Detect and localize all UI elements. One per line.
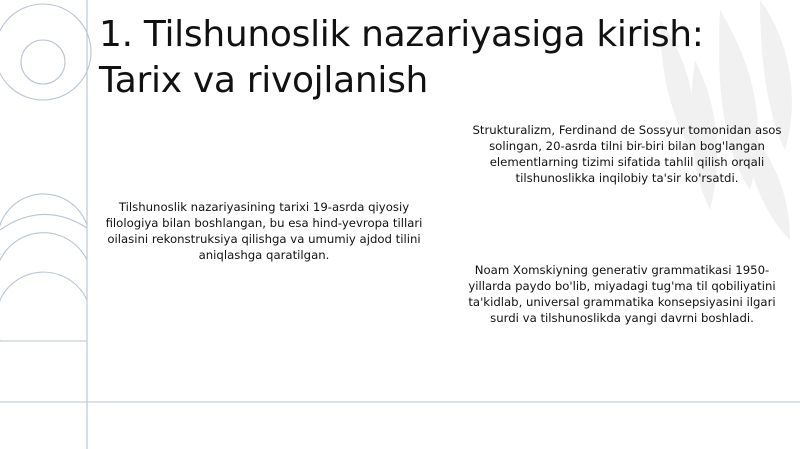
paragraph-structuralism: Strukturalizm, Ferdinand de Sossyur tomonidan asos solingan, 20-asrda tilni bir-biri bilan bog'langan elementlarning tizimi sifatida tahlil qilish orqali tilshunoslikka inqilobiy ta'sir ko'rsatdi. bbox=[472, 123, 782, 185]
paragraph-generative-grammar: Noam Xomskiyning generativ grammatikasi 1950-yillarda paydo bo'lib, miyadagi tug'ma til qobiliyatini ta'kidlab, universal grammatika konsepsiyasini ilgari surdi va tilshunoslikda yangi davrni boshladi. bbox=[468, 263, 776, 325]
paragraph-history: Tilshunoslik nazariyasining tarixi 19-asrda qiyosiy filologiya bilan boshlangan, bu esa hind-yevropa tillari oilasini rekonstruksiya qilishga va umumiy ajdod tilini aniqlashga qaratilgan. bbox=[105, 200, 423, 262]
slide-title: 1. Tilshunoslik nazariyasiga kirish: Tarix va rivojlanish bbox=[99, 14, 704, 101]
